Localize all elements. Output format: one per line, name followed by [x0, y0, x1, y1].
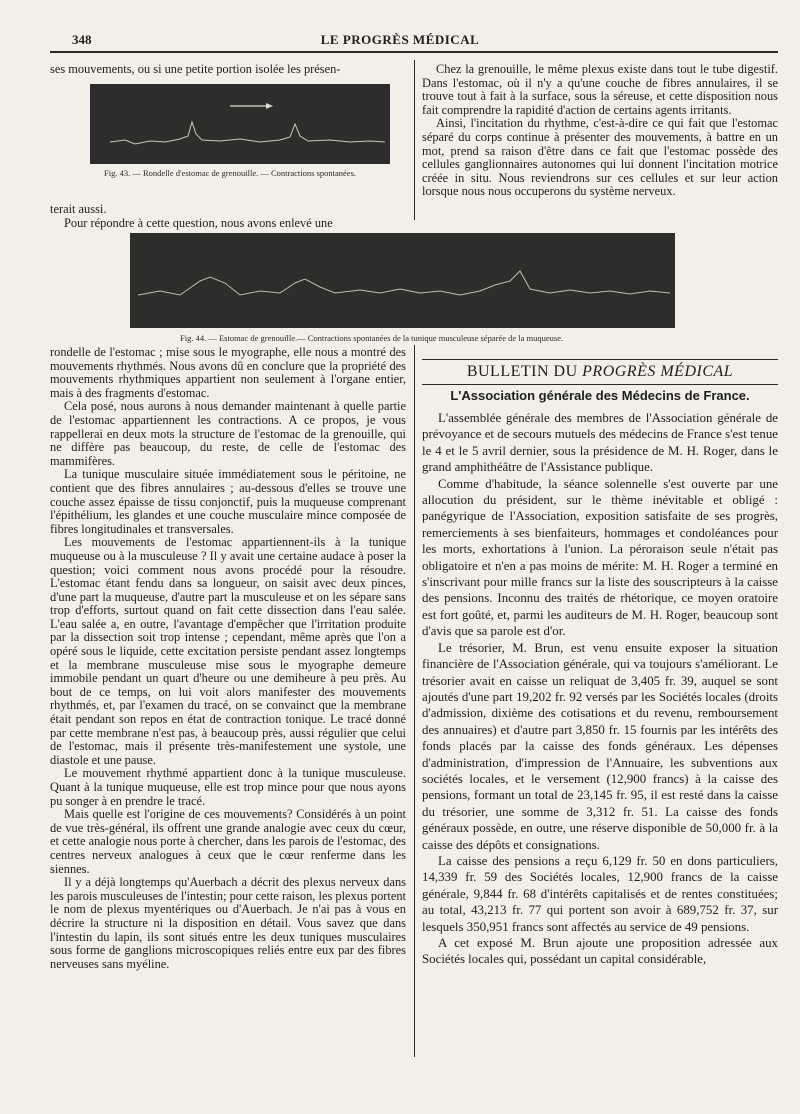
bulletin-rule-bottom: [422, 384, 778, 385]
bulletin-title-main: BULLETIN DU: [466, 363, 578, 380]
bulletin-title: [422, 363, 778, 381]
bulletin-paragraph-1: L'assemblée générale des membres de l'Association générale de prévoyance et de secours mutuels des médecins de France s'est tenue le 4 et le 5 avril dernier, sous la présidence de M. H. Roger, dans le grand amphithéâtre de l'Assistance publique.: [422, 411, 778, 475]
bulletin-paragraph-4: La caisse des pensions a reçu 6,129 fr. 50 en dons particuliers, 14,339 fr. 59 des Sociétés locales, 12,900 francs de la caisse générale, 9,844 fr. 68 d'intérêts capitalisés et de rentes constituées; au total, 43,213 fr. 77 qui portent son avoir à 689,752 fr. 37, sur lesquels 350,951 francs sont affectés au service de 49 pensions.: [422, 853, 778, 934]
figure-43-caption: Fig. 43. — Rondelle d'estomac de grenouille. — Contractions spontanées.: [104, 168, 356, 178]
bulletin-subtitle: L'Association générale des Médecins de France.: [450, 388, 750, 403]
left-paragraph-3: La tunique musculaire située immédiatement sous le péritoine, ne contient que des fibres annulaires ; au-dessous d'elles se trouve une couche assez épaisse de tissu conjonctif, puis la muqueuse comprenant l'épithélium, les glandes et une couche musculaire mince composée de fibres longitudinales et transversales.: [50, 467, 406, 536]
figure-43-image: [90, 84, 390, 164]
left-paragraph-6: Mais quelle est l'origine de ces mouvements? Considérés à un point de vue très-général, ils offrent une grande analogie avec ceux du cœur, et cette analogie nous porte à chercher, dans les parois de l'estomac, des centres nerveux analogues à ceux que le cœur renferme dans les siennes.: [50, 807, 406, 876]
bulletin-paragraph-5: A cet exposé M. Brun ajoute une proposition adressée aux Sociétés locales qui, possédant un capital considérable,: [422, 936, 778, 967]
left-paragraph-4: Les mouvements de l'estomac appartiennent-ils à la tunique muqueuse ou à la musculeuse ? Il y avait une certaine audace à poser la question; voici comment nous avons procédé pour la résoudre. L'estomac étant fendu dans sa longueur, on saisit avec deux pinces, d'une part la muqueuse, d'autre part la musculeuse et on les sépare sans trop d'efforts, surtout quand on fait cette dissection dans l'eau salée. L'eau salée a, en outre, l'avantage d'empêcher que l'irritation produite par la dissection soit trop intense ; cependant, même après que l'on a opéré sous le liquide, cette excitation persiste pendant assez longtemps et la membrane musculeuse mise sous le myographe demeure immobile pendant un quart d'heure ou une demiheure à peu près. Au bout de ce temps, on lui voit alors manifester des mouvements rhythmés, et, par l'examen du tracé, on se convainct que la membrane était pendant son repos en état de contraction tonique. Le tracé donné par cette membrane n'est pas, à beaucoup près, aussi régulier que celui de l'estomac, mais il présente très-manifestement une systole, une diastole et une pause.: [50, 535, 406, 767]
left-mid-line-2: Pour répondre à cette question, nous avons enlevé une: [64, 215, 333, 230]
bulletin-paragraph-2: Comme d'habitude, la séance solennelle s'est ouverte par une allocution du président, sur le thème inévitable et obligé : panégyrique de l'Association, exposition satisfaite de ses progrès, remerciements à ses bienfaiteurs, hommages et condoléances pour les morts, exhortations à l'union. La péroraison seule n'était pas obligatoire et n'en a pas moins de mérite: M. H. Roger a terminé en s'inscrivant pour mille francs sur la liste des souscripteurs à la caisse des pensions. Inconnu des traités de rhétorique, ce moyen oratoire est fort goûté, et, parmi les auditeurs de M. H. Roger, beaucoup sont d'avis que sa parole est d'or.: [422, 476, 778, 639]
column-divider-bottom: [414, 345, 415, 1057]
left-paragraph-1: rondelle de l'estomac ; mise sous le myographe, elle nous a montré des mouvements rhythmés. Nous avons dû en conclure que la propriété des mouvements rhythmiques appartient non seulement à l'organe entier, mais à des fragments d'estomac.: [50, 345, 406, 400]
left-mid-text: [50, 203, 406, 230]
header-rule: [50, 51, 778, 53]
left-paragraph-7: Il y a déjà longtemps qu'Auerbach a décrit des plexus nerveux dans les parois musculeuses de l'intestin; pour cette raison, les plexus portent le nom de plexus myentériques ou d'Auerbach. Je n'ai pas à vous en décrire la structure ni la disposition en détail. Vous savez que dans l'intestin du lapin, ils sont situés entre les deux tuniques musculaires sous forme de ganglions microscopiques reliés entre eux par des fibres nerveuses sans myéline.: [50, 875, 406, 971]
right-top-paragraph-2: Ainsi, l'incitation du rhythme, c'est-à-dire ce qui fait que l'estomac séparé du corps continue à présenter des mouvements, à battre en un mot, prend sa raison d'être dans ce fait que l'estomac possède des cellules ganglionnaires autonomes qui lui donnent l'incitation motrice créée in situ. Nous reviendrons sur ces cellules et sur leur action lorsque nous nous occuperons du système nerveux.: [422, 116, 778, 199]
bulletin-text: [422, 410, 778, 968]
right-top-paragraph-1: Chez la grenouille, le même plexus existe dans tout le tube digestif. Dans l'estomac, où il n'y a qu'une couche de fibres annulaires, il se trouve tout à fait à la surface, sous la séreuse, et cette disposition nous fait comprendre la rapidité d'action de certains agents irritants.: [422, 62, 778, 117]
page-header: [0, 30, 800, 52]
figure-44-image: [130, 233, 675, 328]
left-main-text: [50, 346, 406, 971]
left-top-text: [50, 63, 406, 77]
page-number: 348: [72, 32, 92, 47]
bulletin-paragraph-3: Le trésorier, M. Brun, est venu ensuite exposer la situation financière de l'Association générale, qui va toujours s'améliorant. Le trésorier avait en caisse un reliquat de 3,405 fr. 39, auquel se sont ajoutés d'une part 19,202 fr. 92 versés par les Sociétés locales (droits d'admission, dixième des cotisations et du revenu, remboursement des annuaires) et d'autre part 3,850 fr. 15 fournis par les intérêts des fonds placés par la caisse des fonds généraux. Les dépenses d'administration, d'impression de l'Annuaire, les subventions aux sociétés locales, et le versement (12,900 francs) à la caisse des pensions, formant un total de 23,145 fr. 95, il est resté dans la caisse du trésorier, une somme de 3,312 fr. 51. La caisse des fonds généraux possède, en outre, une réserve disponible de 50,000 fr. à la caisse des dépôts et consignations.: [422, 640, 778, 852]
left-mid-line-1: terait aussi.: [50, 202, 107, 216]
journal-title: LE PROGRÈS MÉDICAL: [320, 32, 480, 47]
left-paragraph-2: Cela posé, nous aurons à nous demander maintenant à quelle partie de l'estomac appartiennent les contractions. A ce propos, je vous rappellerai en deux mots la structure de l'estomac de la grenouille, qui ne diffère pas beaucoup, du reste, de celle de l'estomac des mammifères.: [50, 399, 406, 468]
left-top-line: ses mouvements, ou si une petite portion isolée les présen-: [50, 62, 341, 76]
bulletin-rule-top: [422, 359, 778, 360]
column-divider-top: [414, 60, 415, 220]
left-paragraph-5: Le mouvement rhythmé appartient donc à la tunique musculeuse. Quant à la tunique muqueuse, elle est trop mince pour que nous ayons pu songer à en prendre le tracé.: [50, 766, 406, 808]
right-top-text: [422, 63, 778, 199]
figure-44-caption: Fig. 44. — Estomac de grenouille.— Contractions spontanées de la tunique musculeuse séparée de la muqueuse.: [180, 333, 564, 343]
bulletin-title-journal: PROGRÈS MÉDICAL: [582, 363, 734, 380]
